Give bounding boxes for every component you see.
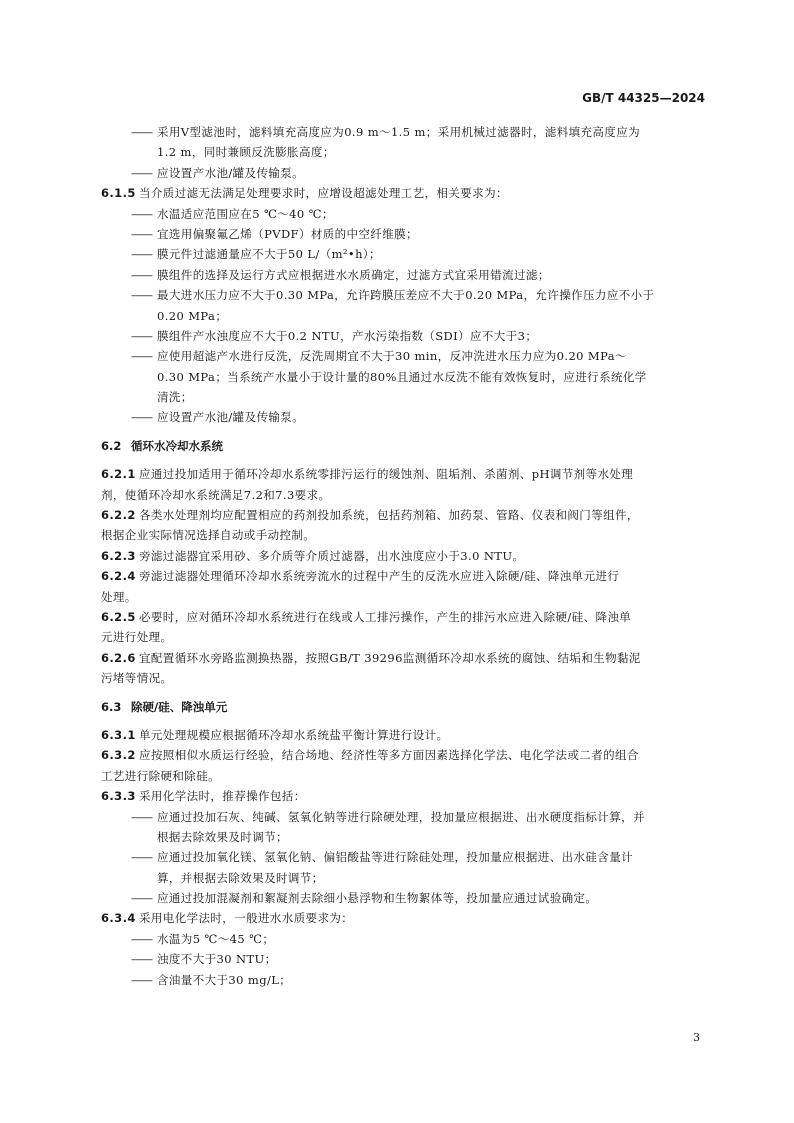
list-dash: —— [131, 349, 152, 364]
list-item-continuation: 0.20 MPa； [157, 308, 228, 323]
clause-number: 6.3.2 [101, 748, 136, 763]
list-dash: —— [131, 206, 152, 221]
clause-number: 6.3.1 [101, 727, 136, 742]
section-number: 6.3 [101, 699, 122, 714]
clause-6-2-5: 6.2.5 必要时，应对循环冷却水系统进行在线或人工排污操作，产生的排污水应进入除硬/硅、降浊单 [101, 607, 715, 627]
list-item: —— 应设置产水池/罐及传输泵。 [101, 407, 715, 427]
list-dash: —— [131, 972, 152, 987]
list-item: —— 膜元件过滤通量应不大于50 L/（m²•h）； [101, 244, 715, 264]
list-dash: —— [131, 125, 152, 139]
clause-number: 6.2.6 [101, 650, 136, 665]
clause-number: 6.2.3 [101, 548, 136, 563]
list-dash: —— [131, 931, 152, 946]
page-number: 3 [693, 1031, 700, 1044]
list-item: —— 水温适应范围应在5 ℃～40 ℃； [101, 204, 715, 224]
clause-continuation: 元进行处理。 [101, 630, 173, 645]
list-dash: —— [131, 267, 152, 282]
list-item: —— 应通过投加混凝剂和絮凝剂去除细小悬浮物和生物絮体等，投加量应通过试验确定。 [101, 888, 715, 908]
clause-continuation: 根据企业实际情况选择自动或手动控制。 [101, 528, 316, 543]
clause-6-2-3: 6.2.3 旁滤过滤器宜采用砂、多介质等介质过滤器，出水浊度应小于3.0 NTU。 [101, 546, 715, 566]
clause-continuation: 剂，使循环冷却水系统满足7.2和7.3要求。 [101, 487, 331, 502]
clause-number: 6.2.2 [101, 508, 136, 523]
list-item: —— 水温为5 ℃～45 ℃； [101, 929, 715, 949]
list-item-continuation: 根据去除效果及时调节； [157, 829, 288, 844]
list-item: —— 应设置产水池/罐及传输泵。 [101, 163, 715, 183]
clause-number: 6.2.5 [101, 609, 136, 624]
section-number: 6.2 [101, 438, 122, 453]
list-item: —— 应使用超滤产水进行反洗，反洗周期宜不大于30 min，反冲洗进水压力应为0.20 MPa～ [101, 346, 715, 366]
clause-number: 6.2.4 [101, 569, 136, 584]
clause-number: 6.3.3 [101, 789, 136, 804]
list-item: —— 宜选用偏聚氟乙烯（PVDF）材质的中空纤维膜； [101, 224, 715, 244]
list-dash: —— [131, 226, 152, 241]
list-item-continuation: 0.30 MPa；当系统产水量小于设计量的80%且通过水反洗不能有效恢复时，应进行系统化学 [157, 369, 647, 384]
clause-6-3-1: 6.3.1 单元处理规模应根据循环冷却水系统盐平衡计算进行设计。 [101, 725, 715, 745]
list-dash: —— [131, 952, 152, 967]
standard-code: GB/T 44325—2024 [582, 91, 705, 105]
list-item: —— 应通过投加氧化镁、氢氧化钠、偏铝酸盐等进行除硅处理，投加量应根据进、出水硅含量计 [101, 847, 715, 867]
section-title: 循环水冷却水系统 [131, 438, 223, 453]
list-dash: —— [131, 247, 152, 262]
list-item-continuation: 算，并根据去除效果及时调节； [157, 870, 324, 885]
list-item: —— 膜组件产水浊度应不大于0.2 NTU，产水污染指数（SDI）应不大于3； [101, 326, 715, 346]
list-dash: —— [131, 288, 152, 303]
list-dash: —— [131, 891, 152, 906]
list-dash: —— [131, 328, 152, 343]
clause-continuation: 污堵等情况。 [101, 671, 173, 686]
clause-6-3-2: 6.3.2 应按照相似水质运行经验，结合场地、经济性等多方面因素选择化学法、电化学法或二者的组合 [101, 745, 715, 765]
list-item: —— 应通过投加石灰、纯碱、氢氧化钠等进行除硬处理，投加量应根据进、出水硬度指标计算，并 [101, 807, 715, 827]
list-item: —— 浊度不大于30 NTU； [101, 949, 715, 969]
clause-6-3-3: 6.3.3 采用化学法时，推荐操作包括： [101, 786, 715, 806]
section-title: 除硬/硅、降浊单元 [131, 699, 228, 714]
clause-continuation: 工艺进行除硬和除硅。 [101, 768, 220, 783]
page-content [101, 122, 715, 990]
list-dash: —— [131, 809, 152, 824]
clause-continuation: 处理。 [101, 589, 137, 604]
list-dash: —— [131, 410, 152, 425]
clause-number: 6.2.1 [101, 467, 136, 482]
clause-6-2-2: 6.2.2 各类水处理剂均应配置相应的药剂投加系统，包括药剂箱、加药泵、管路、仪表和阀门等组件， [101, 505, 715, 525]
clause-number: 6.3.4 [101, 911, 136, 926]
clause-6-2-6: 6.2.6 宜配置循环水旁路监测换热器，按照GB/T 39296监测循环冷却水系统的腐蚀、结垢和生物黏泥 [101, 648, 715, 668]
clause-6-1-5 [101, 183, 715, 203]
clause-6-2-4: 6.2.4 旁滤过滤器处理循环冷却水系统旁流水的过程中产生的反洗水应进入除硬/硅、降浊单元进行 [101, 566, 715, 586]
list-item: —— 含油量不大于30 mg/L； [101, 970, 715, 990]
section-heading-6-2 [101, 436, 715, 456]
list-item-continuation: 清洗； [157, 390, 193, 405]
list-item: —— 采用V型滤池时，滤料填充高度应为0.9 m～1.5 m；采用机械过滤器时，滤料填充高度应为 [101, 122, 715, 142]
clause-text: 当介质过滤无法满足处理要求时，应增设超滤处理工艺，相关要求为： [139, 186, 508, 201]
list-item: —— 膜组件的选择及运行方式应根据进水水质确定，过滤方式宜采用错流过滤； [101, 265, 715, 285]
clause-6-2-1: 6.2.1 应通过投加适用于循环冷却水系统零排污运行的缓蚀剂、阻垢剂、杀菌剂、pH调节剂等水处理 [101, 464, 715, 484]
list-item-continuation: 1.2 m，同时兼顾反洗膨胀高度； [157, 145, 335, 160]
section-heading-6-3 [101, 697, 715, 717]
clause-6-3-4: 6.3.4 采用电化学法时，一般进水水质要求为： [101, 908, 715, 928]
list-dash: —— [131, 850, 152, 865]
clause-number: 6.1.5 [101, 186, 136, 201]
list-dash: —— [131, 165, 152, 180]
list-item: —— 最大进水压力应不大于0.30 MPa，允许跨膜压差应不大于0.20 MPa，允许操作压力应不小于 [101, 285, 715, 305]
